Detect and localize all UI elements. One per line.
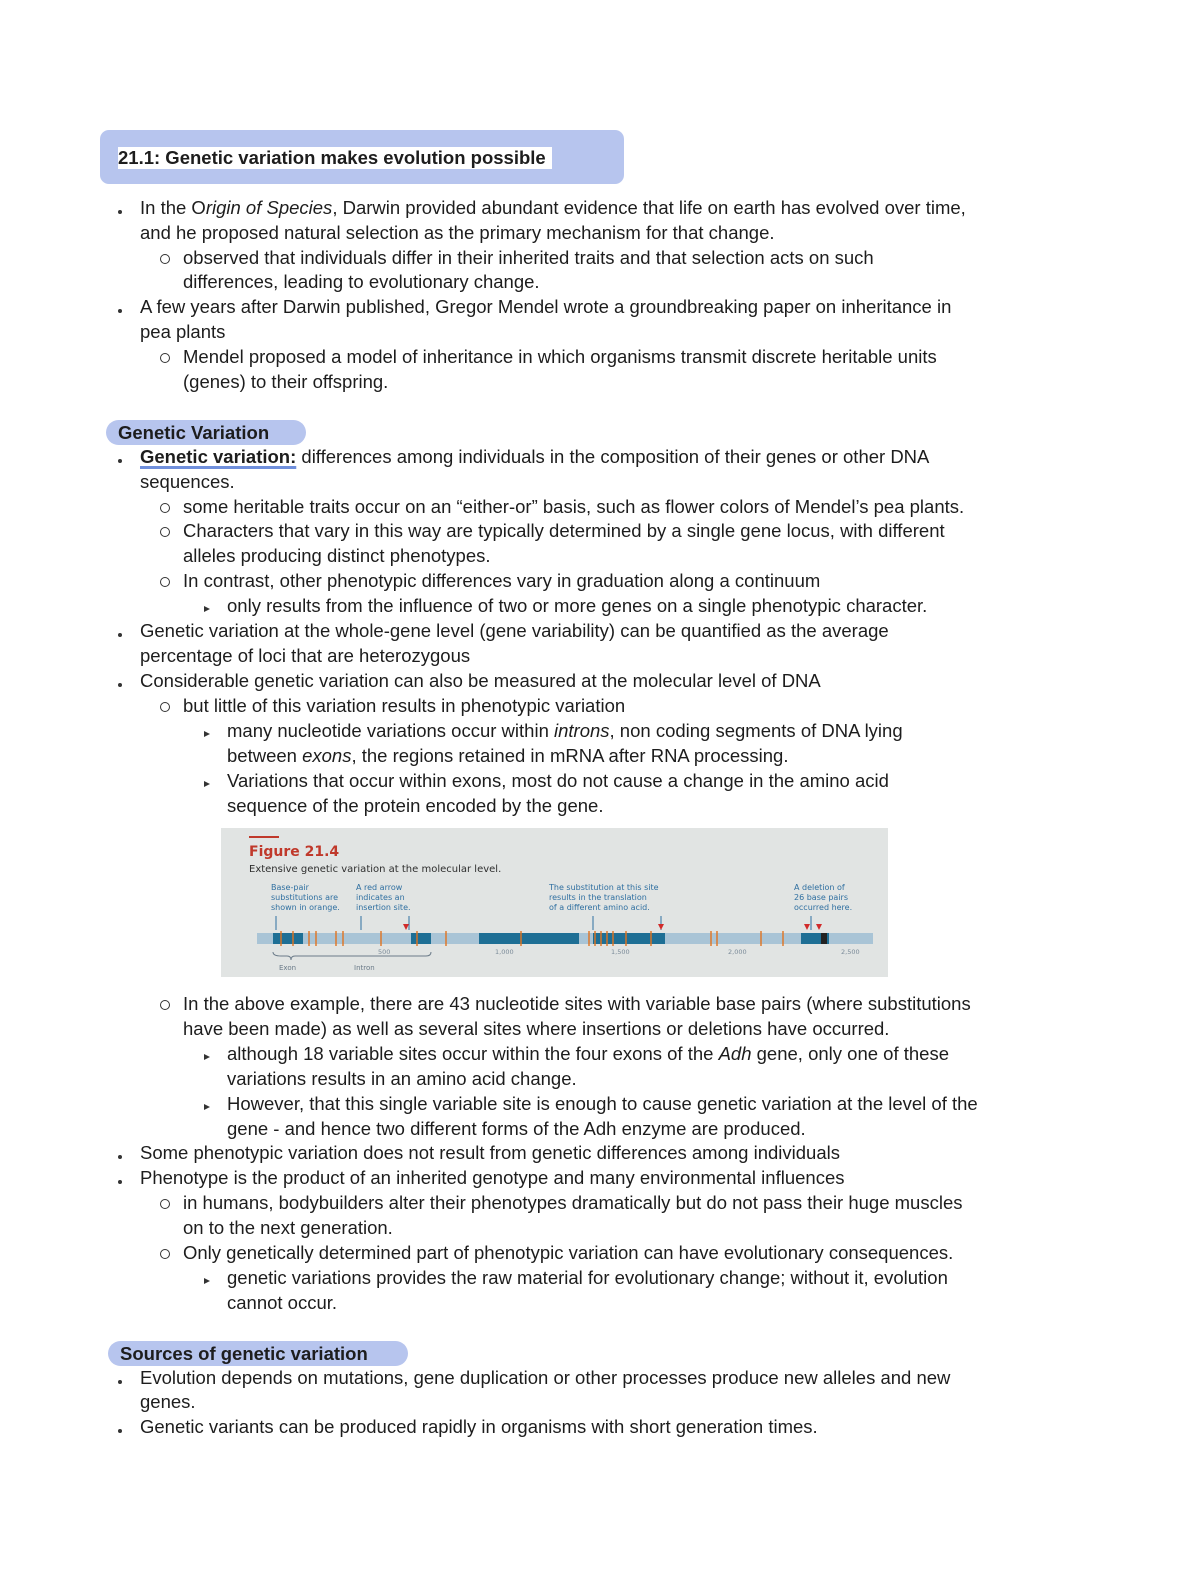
gene-diagram bbox=[221, 828, 888, 977]
sources-p1-cont: genes. bbox=[140, 1391, 196, 1412]
gv-definition: Genetic variation: differences among individuals in the composition of their genes or other DNA bbox=[140, 446, 930, 467]
gv-p2: Genetic variation at the whole-gene level (gene variability) can be quantified as the average bbox=[140, 620, 889, 641]
gv-p3-t1: many nucleotide variations occur within introns, non coding segments of DNA lying bbox=[227, 720, 903, 741]
arrow-bullet-icon bbox=[204, 1092, 210, 1116]
sources-p1: Evolution depends on mutations, gene duplication or other processes produce new alleles and new bbox=[140, 1367, 951, 1388]
bullet-icon bbox=[118, 295, 122, 319]
intro-s1: observed that individuals differ in their inherited traits and that selection acts on such bbox=[183, 247, 874, 268]
gv-p3-t2-cont: sequence of the protein encoded by the gene. bbox=[227, 795, 604, 816]
genetic-variation-header: Genetic Variation bbox=[106, 420, 306, 445]
gv-s2: Characters that vary in this way are typically determined by a single gene locus, with different bbox=[183, 520, 945, 541]
figure-tick: 500 bbox=[378, 948, 391, 956]
figure-intron-label: Intron bbox=[354, 964, 375, 972]
gv-s1: some heritable traits occur on an “either-or” basis, such as flower colors of Mendel’s pea plants. bbox=[183, 496, 965, 517]
figure-tick: 2,000 bbox=[728, 948, 747, 956]
sub-bullet-icon bbox=[160, 1191, 170, 1215]
gv-p5-t1-cont: cannot occur. bbox=[227, 1292, 338, 1313]
figure-note-insertion: A red arrow indicates an insertion site. bbox=[356, 883, 411, 912]
bullet-icon bbox=[118, 619, 122, 643]
sources-p2: Genetic variants can be produced rapidly in organisms with short generation times. bbox=[140, 1416, 818, 1437]
gv-s3-t1: only results from the influence of two or more genes on a single phenotypic character. bbox=[227, 595, 928, 616]
sub-bullet-icon bbox=[160, 694, 170, 718]
gv-definition-cont: sequences. bbox=[140, 471, 235, 492]
sub-bullet-icon bbox=[160, 495, 170, 519]
bullet-icon bbox=[118, 1366, 122, 1390]
arrow-bullet-icon bbox=[204, 769, 210, 793]
arrow-bullet-icon bbox=[204, 594, 210, 618]
arrow-bullet-icon bbox=[204, 719, 210, 743]
intro-p2: A few years after Darwin published, Gregor Mendel wrote a groundbreaking paper on inheritance in bbox=[140, 296, 952, 317]
gv-p5: Phenotype is the product of an inherited genotype and many environmental influences bbox=[140, 1167, 845, 1188]
gv-after-t2-cont: gene - and hence two different forms of the Adh enzyme are produced. bbox=[227, 1118, 806, 1139]
bullet-icon bbox=[118, 1141, 122, 1165]
arrow-bullet-icon bbox=[204, 1042, 210, 1066]
insertion-arrow-icon bbox=[403, 924, 822, 930]
gv-s3: In contrast, other phenotypic differences vary in graduation along a continuum bbox=[183, 570, 821, 591]
figure-tick: 2,500 bbox=[841, 948, 860, 956]
figure-tick: 1,000 bbox=[495, 948, 514, 956]
gv-p3: Considerable genetic variation can also be measured at the molecular level of DNA bbox=[140, 670, 821, 691]
gv-p5-t1: genetic variations provides the raw material for evolutionary change; without it, evolution bbox=[227, 1267, 948, 1288]
intro-s2: Mendel proposed a model of inheritance in which organisms transmit discrete heritable units bbox=[183, 346, 937, 367]
intro-s1-cont: differences, leading to evolutionary change. bbox=[183, 271, 540, 292]
sub-bullet-icon bbox=[160, 1241, 170, 1265]
sub-bullet-icon bbox=[160, 246, 170, 270]
sub-bullet-icon bbox=[160, 569, 170, 593]
gv-p3-t1-cont: between exons, the regions retained in mRNA after RNA processing. bbox=[227, 745, 789, 766]
figure-photo bbox=[221, 828, 888, 977]
gv-after-t2: However, that this single variable site is enough to cause genetic variation at the level of the bbox=[227, 1093, 978, 1114]
section-title: 21.1: Genetic variation makes evolution possible bbox=[118, 147, 552, 169]
gv-p4: Some phenotypic variation does not result from genetic differences among individuals bbox=[140, 1142, 840, 1163]
sub-bullet-icon bbox=[160, 992, 170, 1016]
figure-exon-label: Exon bbox=[279, 964, 297, 972]
sub-bullet-icon bbox=[160, 345, 170, 369]
gv-p2-cont: percentage of loci that are heterozygous bbox=[140, 645, 471, 666]
bullet-icon bbox=[118, 196, 122, 220]
gv-p5-s1: in humans, bodybuilders alter their phenotypes dramatically but do not pass their huge muscles bbox=[183, 1192, 963, 1213]
sources-header: Sources of genetic variation bbox=[108, 1341, 408, 1366]
gv-after-s1-cont: have been made) as well as several sites where insertions or deletions have occurred. bbox=[183, 1018, 890, 1039]
figure-tick: 1,500 bbox=[611, 948, 630, 956]
bullet-icon bbox=[118, 1415, 122, 1439]
figure-note-deletion: A deletion of 26 base pairs occurred here. bbox=[794, 883, 853, 912]
bullet-icon bbox=[118, 445, 122, 469]
figure-note-amino-acid: The substitution at this site results in the translation of a different amino acid. bbox=[549, 883, 659, 912]
gv-s2-cont: alleles producing distinct phenotypes. bbox=[183, 545, 491, 566]
intro-p2-cont: pea plants bbox=[140, 321, 226, 342]
figure-subtitle: Extensive genetic variation at the molecular level. bbox=[249, 864, 502, 875]
figure-label: Figure 21.4 bbox=[249, 844, 340, 860]
bullet-icon bbox=[118, 669, 122, 693]
gv-p5-s1-cont: on to the next generation. bbox=[183, 1217, 393, 1238]
intro-p1: In the Origin of Species, Darwin provided abundant evidence that life on earth has evolved over time, bbox=[140, 197, 966, 218]
gv-after-t1-cont: variations results in an amino acid change. bbox=[227, 1068, 577, 1089]
gv-p3-s1: but little of this variation results in phenotypic variation bbox=[183, 695, 626, 716]
gv-p3-t2: Variations that occur within exons, most do not cause a change in the amino acid bbox=[227, 770, 889, 791]
figure-note-substitutions: Base-pair substitutions are shown in orange. bbox=[271, 883, 340, 912]
intro-p1-cont: and he proposed natural selection as the primary mechanism for that change. bbox=[140, 222, 775, 243]
section-title-box bbox=[100, 130, 624, 184]
gv-p5-s2: Only genetically determined part of phenotypic variation can have evolutionary consequences. bbox=[183, 1242, 954, 1263]
arrow-bullet-icon bbox=[204, 1266, 210, 1290]
sub-bullet-icon bbox=[160, 519, 170, 543]
gv-after-t1: although 18 variable sites occur within the four exons of the Adh gene, only one of these bbox=[227, 1043, 949, 1064]
gv-after-s1: In the above example, there are 43 nucleotide sites with variable base pairs (where substitutions bbox=[183, 993, 971, 1014]
bullet-icon bbox=[118, 1166, 122, 1190]
intro-s2-cont: (genes) to their offspring. bbox=[183, 371, 389, 392]
